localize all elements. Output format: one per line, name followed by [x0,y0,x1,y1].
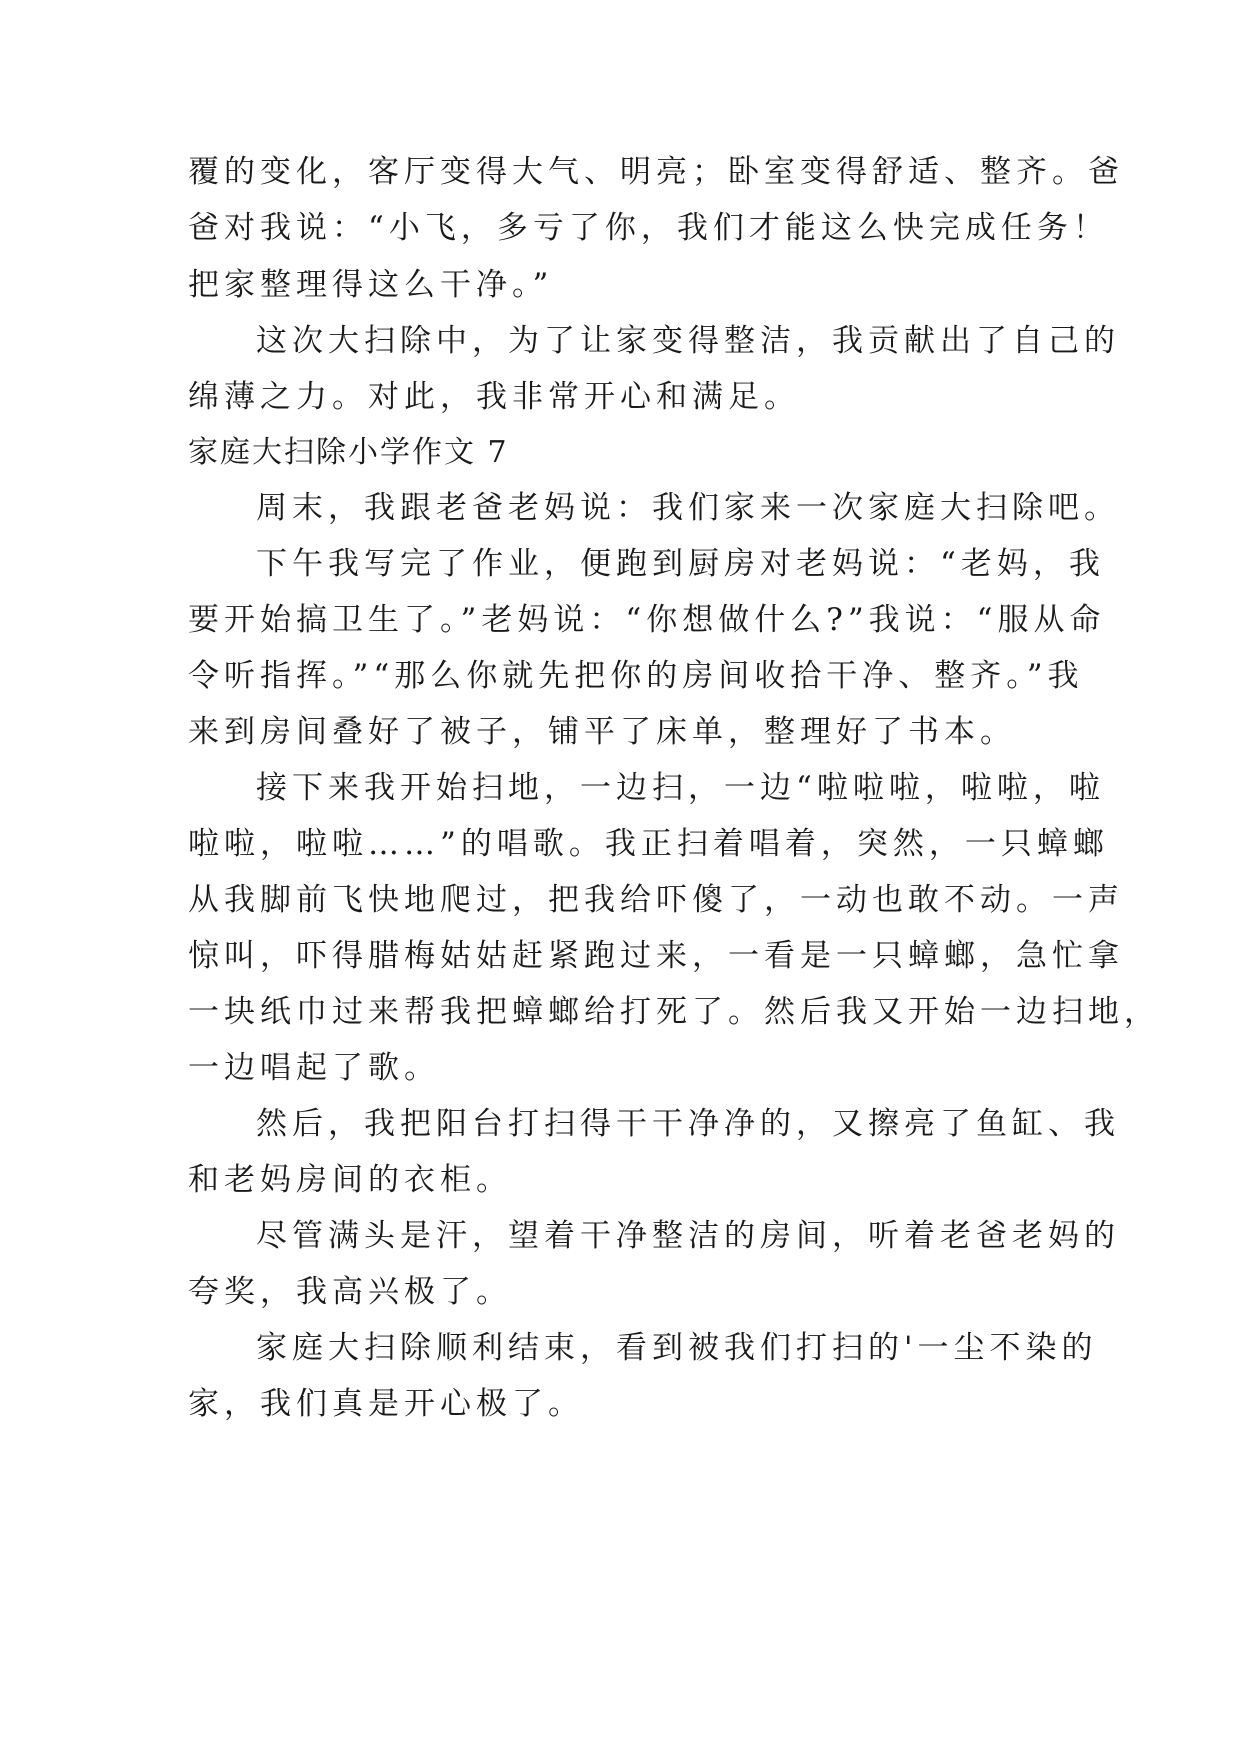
paragraph-6-line-2: 和老妈房间的衣柜。 [188,1162,512,1198]
section-heading: 家庭大扫除小学作文 7 [188,435,509,470]
paragraph-4-line-2: 要开始搞卫生了。”老妈说：“你想做什么?”我说：“服从命 [188,602,1106,638]
paragraph-6-line-1: 然后，我把阳台打扫得干干净净的，又擦亮了鱼缸、我 [256,1106,1120,1142]
paragraph-2-line-1: 这次大扫除中，为了让家变得整洁，我贡献出了自己的 [256,323,1120,359]
paragraph-1-line-2: 爸对我说：“小飞，多亏了你，我们才能这么快完成任务！ [188,210,1109,246]
paragraph-4-line-4: 来到房间叠好了被子，铺平了床单，整理好了书本。 [188,714,1016,750]
paragraph-5-line-6: 一边唱起了歌。 [188,1050,440,1086]
paragraph-2-line-2: 绵薄之力。对此，我非常开心和满足。 [188,379,800,415]
paragraph-7-line-1: 尽管满头是汗，望着干净整洁的房间，听着老爸老妈的 [256,1218,1120,1254]
paragraph-5-line-2: 啦啦，啦啦……”的唱歌。我正扫着唱着，突然，一只蟑螂 [188,826,1109,862]
paragraph-1-line-1: 覆的变化，客厅变得大气、明亮；卧室变得舒适、整齐。爸 [188,154,1124,190]
paragraph-1-line-3: 把家整理得这么干净。” [188,267,554,303]
paragraph-8-line-1: 家庭大扫除顺利结束，看到被我们打扫的'一尘不染的 [256,1330,1098,1366]
paragraph-3-line-1: 周末，我跟老爸老妈说：我们家来一次家庭大扫除吧。 [256,490,1120,526]
paragraph-5-line-1: 接下来我开始扫地，一边扫，一边“啦啦啦，啦啦，啦 [256,770,1105,806]
paragraph-8-line-2: 家，我们真是开心极了。 [188,1386,584,1422]
paragraph-5-line-4: 惊叫，吓得腊梅姑姑赶紧跑过来，一看是一只蟑螂，急忙拿 [188,938,1124,974]
paragraph-4-line-3: 令听指挥。”“那么你就先把你的房间收拾干净、整齐。”我 [188,658,1084,694]
paragraph-5-line-3: 从我脚前飞快地爬过，把我给吓傻了，一动也敢不动。一声 [188,882,1124,918]
paragraph-5-line-5: 一块纸巾过来帮我把蟑螂给打死了。然后我又开始一边扫地， [188,994,1160,1030]
paragraph-7-line-2: 夸奖，我高兴极了。 [188,1274,512,1310]
paragraph-4-line-1: 下午我写完了作业，便跑到厨房对老妈说：“老妈，我 [256,546,1105,582]
